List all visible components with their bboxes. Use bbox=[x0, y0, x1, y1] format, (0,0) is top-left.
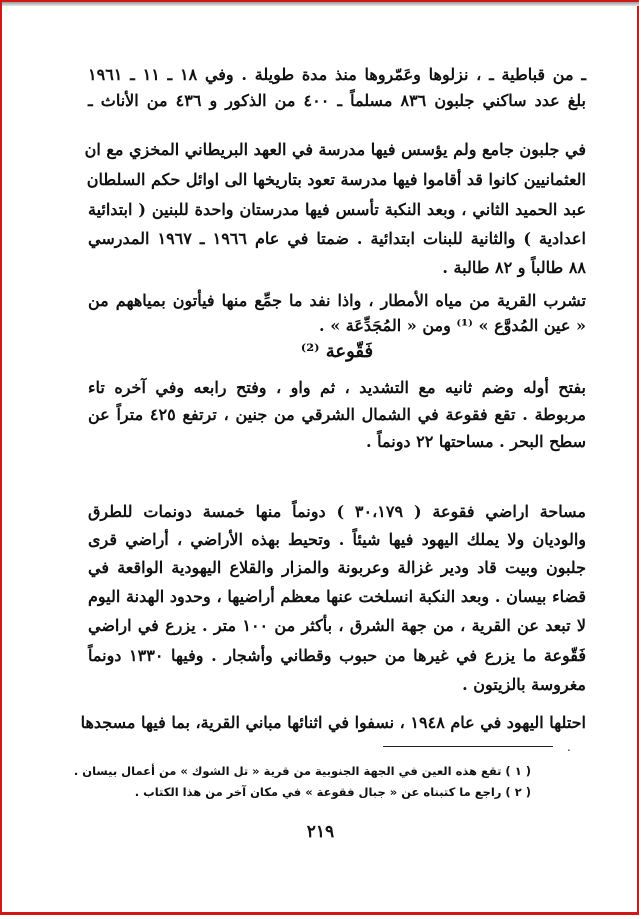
text-line: مربوطة . تقع فقوعة في الشمال الشرقي من جنين ، ترتفع ٤٢٥ متراً عن bbox=[88, 405, 586, 424]
text-line: جلبون وبيت قاد ودير غزالة وعربونة والمزار والقلاع اليهودية الواقعة في bbox=[88, 558, 586, 577]
footnote-dot: . bbox=[567, 740, 571, 754]
text-line: العثمانيين كانوا قد أقاموا فيها مدرسة تعود بتاريخها الى اوائل حكم السلطان bbox=[86, 170, 586, 189]
footnote-divider bbox=[383, 746, 553, 747]
footnote: ( ٢ ) راجع ما كتبناه عن « جبال فقوعة » في مكان آخر من هذا الكتاب . bbox=[134, 785, 531, 799]
text-line: احتلها اليهود في عام ١٩٤٨ ، نسفوا في اثنائها مباني القرية، بما فيها مسجدها bbox=[80, 713, 586, 732]
text-line: فَقّوعة ما يزرع في غيرها من حبوب وقطاني وأشجار . وفيها ١٣٣٠ دونماً bbox=[88, 646, 587, 665]
text-line: « عين المُدوَّع » ⁽¹⁾ ومن « المُجَدِّعَة » . bbox=[319, 316, 586, 335]
text-line: بلغ عدد ساكني جلبون ٨٣٦ مسلماً ـ ٤٠٠ من الذكور و ٤٣٦ من الأناث ـ bbox=[88, 91, 586, 110]
text-line: لا تبعد عن القرية ، من جهة الشرق ، بأكثر من ١٠٠ متر . يزرع في اراضي bbox=[88, 616, 587, 635]
page-number: ٢١٩ bbox=[306, 822, 335, 842]
text-line: في جلبون جامع ولم يؤسس فيها مدرسة في العهد البريطاني المخزي مع ان bbox=[84, 140, 586, 159]
text-line: ٨٨ طالباً و ٨٢ طالبة . bbox=[442, 258, 586, 277]
footnote: ( ١ ) تقع هذه العين في الجهة الجنوبية من قرية « تل الشوك » من أعمال بيسان . bbox=[73, 764, 531, 778]
text-line: عبد الحميد الثاني ، وبعد النكبة تأسس فيها مدرستان واحدة للبنين ( ابتدائية bbox=[88, 200, 586, 219]
text-line: تشرب القرية من مياه الأمطار ، واذا نفد ما جمِّع منها فيأتون بمياههم من bbox=[88, 291, 586, 310]
text-line: والوديان ولا يملك اليهود فيها شيئاً . وتحيط بهذه الأراضي ، أراضي قرى bbox=[88, 530, 586, 549]
section-heading: فَقّوعة ⁽²⁾ bbox=[300, 341, 374, 362]
viewer-top-bar bbox=[2, 2, 639, 6]
text-line: بفتح أوله وضم ثانيه مع التشديد ، ثم واو ، وفتح رابعه وفي آخره تاء bbox=[88, 378, 586, 397]
text-line: سطح البحر . مساحتها ٢٢ دونماً . bbox=[365, 432, 586, 451]
text-line: مغروسة بالزيتون . bbox=[462, 675, 586, 694]
text-line: مساحة اراضي فقوعة ( ٣٠،١٧٩ ) دونماً منها خمسة دونمات للطرق bbox=[88, 502, 586, 521]
text-line: ـ من قباطية ـ ، نزلوها وعَمّروها منذ مدة طويلة . وفي ١٨ ـ ١١ ـ ١٩٦١ bbox=[88, 65, 587, 84]
text-line: اعدادية ) والثانية للبنات ابتدائية . ضمتا في عام ١٩٦٦ ـ ١٩٦٧ المدرسي bbox=[88, 229, 587, 248]
text-line: قضاء بيسان . وبعد النكبة انسلخت عنها معظم أراضيها ، وحدود الهدنة اليوم bbox=[88, 587, 586, 606]
